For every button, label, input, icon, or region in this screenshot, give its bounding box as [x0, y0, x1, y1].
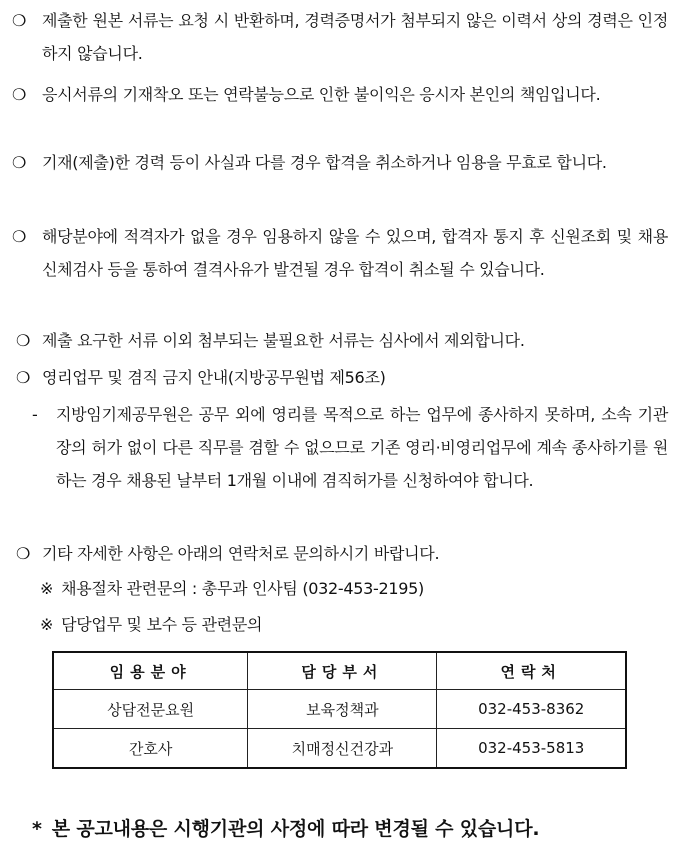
notice-item — [12, 361, 668, 394]
table-header-row — [53, 652, 626, 690]
notice-item — [12, 537, 668, 570]
contact-note-text: 채용절차 관련문의 : 총무과 인사팀 (032-453-2195) — [61, 579, 424, 598]
table-cell: 치매정신건강과 — [248, 729, 437, 769]
reference-mark-icon: ※ — [40, 615, 54, 634]
circle-bullet-icon: ❍ — [12, 85, 27, 104]
sub-item — [32, 398, 668, 497]
notice-item-text: 응시서류의 기재착오 또는 연락불능으로 인한 불이익은 응시자 본인의 책임입니다. — [42, 85, 601, 104]
circle-bullet-icon: ❍ — [12, 11, 27, 30]
sub-item-text: 지방임기제공무원은 공무 외에 영리를 목적으로 하는 업무에 종사하지 못하며, 소속 기관장의 허가 없이 다른 직무를 겸할 수 없으므로 기존 영리·비영리업무에 계속 종사하기를 원하는 경우 채용된 날부터 1개월 이내에 겸직허가를 신청하여야 합니다. — [56, 405, 668, 490]
circle-bullet-icon: ❍ — [15, 368, 31, 387]
notice-item-text: 제출 요구한 서류 이외 첨부되는 불필요한 서류는 심사에서 제외합니다. — [42, 331, 525, 350]
table-cell: 간호사 — [53, 729, 248, 769]
contact-note — [40, 574, 424, 604]
footer-notice-text: 본 공고내용은 시행기관의 사정에 따라 변경될 수 있습니다. — [51, 818, 540, 840]
notice-item — [12, 146, 668, 179]
dash-bullet: - — [32, 405, 38, 424]
contact-table — [52, 651, 627, 769]
notice-item-text: 제출한 원본 서류는 요청 시 반환하며, 경력증명서가 첨부되지 않은 이력서 상의 경력은 인정하지 않습니다. — [42, 11, 668, 63]
contact-note-text: 담당업무 및 보수 등 관련문의 — [61, 615, 263, 634]
footer-notice — [32, 814, 662, 844]
notice-item-text: 해당분야에 적격자가 없을 경우 임용하지 않을 수 있으며, 합격자 통지 후 신원조회 및 채용신체검사 등을 통하여 결격사유가 발견될 경우 합격이 취소될 수 있습니다. — [42, 227, 668, 279]
notice-item-text: 기재(제출)한 경력 등이 사실과 다를 경우 합격을 취소하거나 임용을 무효로 합니다. — [42, 153, 607, 172]
notice-item-text: 기타 자세한 사항은 아래의 연락처로 문의하시기 바랍니다. — [42, 544, 440, 563]
notice-item — [12, 324, 668, 357]
table-row — [53, 729, 626, 769]
column-header: 임용분야 — [53, 652, 248, 690]
table-cell: 상담전문요원 — [53, 690, 248, 729]
notice-item — [12, 220, 668, 286]
table-cell: 032-453-8362 — [437, 690, 626, 729]
table-row — [53, 690, 626, 729]
notice-item — [12, 4, 668, 70]
circle-bullet-icon: ❍ — [15, 544, 31, 563]
column-header: 연락처 — [437, 652, 626, 690]
notice-item-text: 영리업무 및 겸직 금지 안내(지방공무원법 제56조) — [42, 368, 386, 387]
circle-bullet-icon: ❍ — [12, 227, 27, 246]
asterisk-icon: * — [32, 818, 42, 840]
table-cell: 032-453-5813 — [437, 729, 626, 769]
reference-mark-icon: ※ — [40, 579, 54, 598]
circle-bullet-icon: ❍ — [12, 153, 27, 172]
contact-note — [40, 610, 262, 640]
column-header: 담당부서 — [248, 652, 437, 690]
table-cell: 보육정책과 — [248, 690, 437, 729]
notice-item — [12, 78, 668, 111]
circle-bullet-icon: ❍ — [15, 331, 31, 350]
